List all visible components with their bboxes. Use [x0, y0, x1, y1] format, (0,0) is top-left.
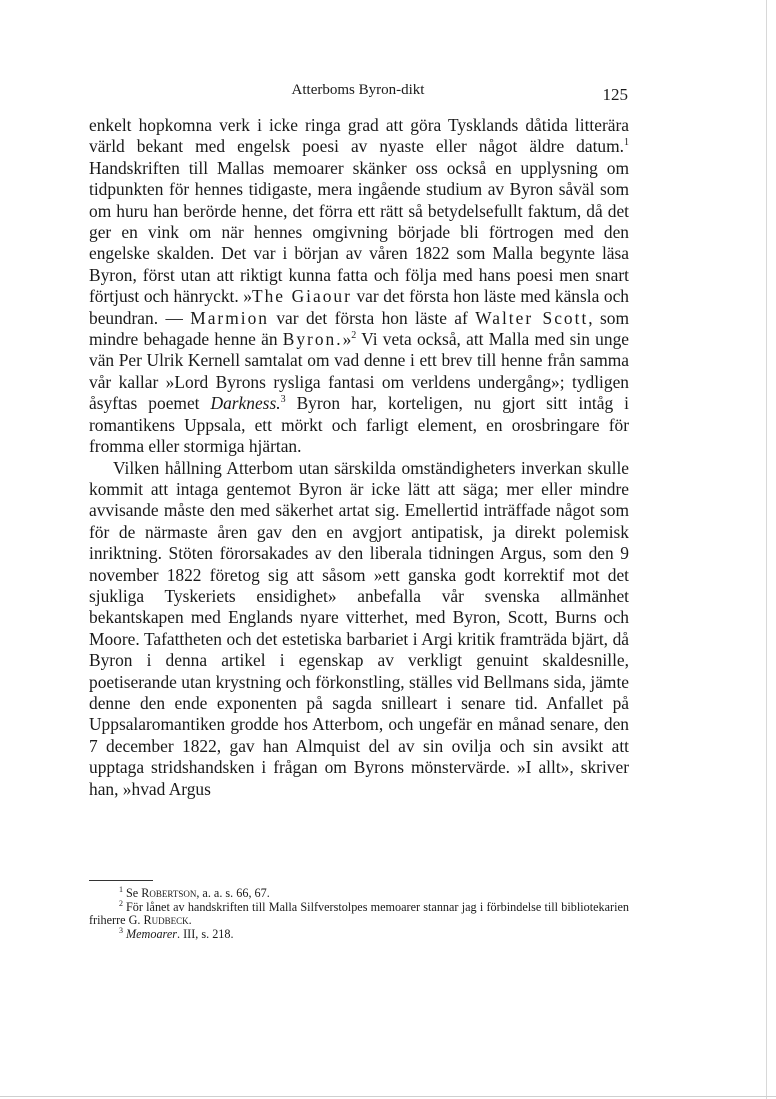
footnote-3	[89, 925, 629, 942]
footnote-divider	[89, 880, 153, 881]
page-number: 125	[602, 85, 628, 104]
footnote-1-text-b: , a. a. s. 66, 67.	[196, 886, 270, 900]
title-marmion: Marmion	[190, 307, 269, 328]
footnote-ref-3: 3	[280, 394, 286, 406]
footnote-1-text-a: Se	[126, 886, 142, 900]
paragraph-1-text-f: »	[342, 329, 352, 350]
footnote-2-text-a: För lånet av handskriften till Malla Silfverstolpes memoarer stannar jag i förbindelse till bibliotekarien friherre G.	[89, 899, 629, 928]
footnote-1-mark: 1	[119, 884, 123, 894]
paragraph-1-text-d: var det första hon läste af	[268, 307, 476, 328]
title-darkness: Darkness.	[210, 393, 281, 414]
footnote-ref-1: 1	[624, 137, 629, 149]
paragraph-1-text-g: Vi veta också, att Malla med sin unge vän Per Ulrik Kernell samtalat om vad denne i ett brev till henne från samma vår kallar »Lord Byrons rysliga fantasi om verldens undergång»; tydligen åsyftas poemet	[89, 329, 629, 414]
footnotes	[89, 884, 629, 941]
paragraph-1-text-b: Handskriften till Mallas memoarer skänker oss också en upplysning om tidpunkten för hennes tidigaste, mera ingående studium av Byron såväl som om huru han berörde henne, det förra ett rätt så betydelsefullt faktum, då det ger en vink om när hennes omgivning började bli förtrogen med den engelske skalden. Det var i början av våren 1822 som Malla begynte läsa Byron, först utan att riktigt kunna fatta och följa med hans poesi men snart förtjust och hänryckt. »	[89, 157, 629, 307]
paragraph-1-text-a: enkelt hopkomna verk i icke ringa grad att göra Tysklands dåtida litterära värld bekant med engelsk poesi av nyaste eller något äldre datum.	[89, 115, 629, 157]
running-title: Atterboms Byron-dikt	[291, 82, 425, 98]
paragraph-1	[89, 115, 629, 458]
footnote-2-text-b: .	[188, 913, 192, 928]
footnote-3-text: . III, s. 218.	[177, 926, 234, 941]
footnote-2	[89, 898, 629, 928]
title-the-giaour: The Giaour	[251, 286, 352, 307]
footnote-2-mark: 2	[119, 898, 123, 908]
footnote-1-author: Robertson	[141, 886, 197, 900]
page-edge-bottom	[0, 1096, 776, 1097]
footnote-1	[89, 884, 629, 901]
paragraph-1-text-h: Byron har, korteligen, nu gjort sitt intåg i romantikens Uppsala, ett mörkt och farligt element, en orosbringare för fromma eller stormiga hjärtan.	[89, 393, 629, 457]
name-walter-scott: Walter Scott	[475, 307, 589, 328]
page-edge-right	[766, 0, 767, 1099]
footnote-3-mark: 3	[119, 925, 123, 935]
paragraph-1-text-e: , som mindre behagade henne än	[89, 307, 630, 350]
footnote-ref-2: 2	[351, 330, 357, 342]
name-byron: Byron.	[282, 329, 343, 350]
footnote-3-title: Memoarer	[126, 926, 177, 941]
footnote-2-name: Rudbeck	[143, 913, 189, 928]
running-header	[88, 82, 628, 104]
body-text	[89, 115, 629, 800]
paragraph-2: Vilken hållning Atterbom utan särskilda omständigheters inverkan skulle kommit att intaga gentemot Byron är icke lätt att säga; mer eller mindre avvisande måste den med säkerhet artat sig. Emellertid inträffade något som för de närmaste åren gav den en avgjort antipatisk, ja direkt polemisk inriktning. Stöten förorsakades av den liberala tidningen Argus, som den 9 november 1822 företog sig att såsom »ett ganska godt korrektif mot det sjukliga Tyskeriets ensidighet» anbefalla vår svenska allmänhet bekantskapen med Englands nyare vitterhet, med Byron, Scott, Burns och Moore. Tafattheten och det estetiska barbariet i Argi kritik framträda bjärt, då Byron i denna artikel i egenskap av verkligt genuint skaldesnille, poetiserande utan krystning och förkonstling, ställes vid Bellmans sida, jämte denne den ende exponenten på sagda snilleart i senare tid. Anfallet på Uppsalaromantiken grodde hos Atterbom, och ungefär en månad senare, den 7 december 1822, gav han Almquist del av sin ovilja och sin avsikt att upptaga stridshandsken i frågan om Byrons mönstervärde. »I allt», skriver han, »hvad Argus	[89, 457, 629, 799]
paragraph-1-text-c: var det första hon läste med känsla och beundran. —	[89, 286, 629, 328]
